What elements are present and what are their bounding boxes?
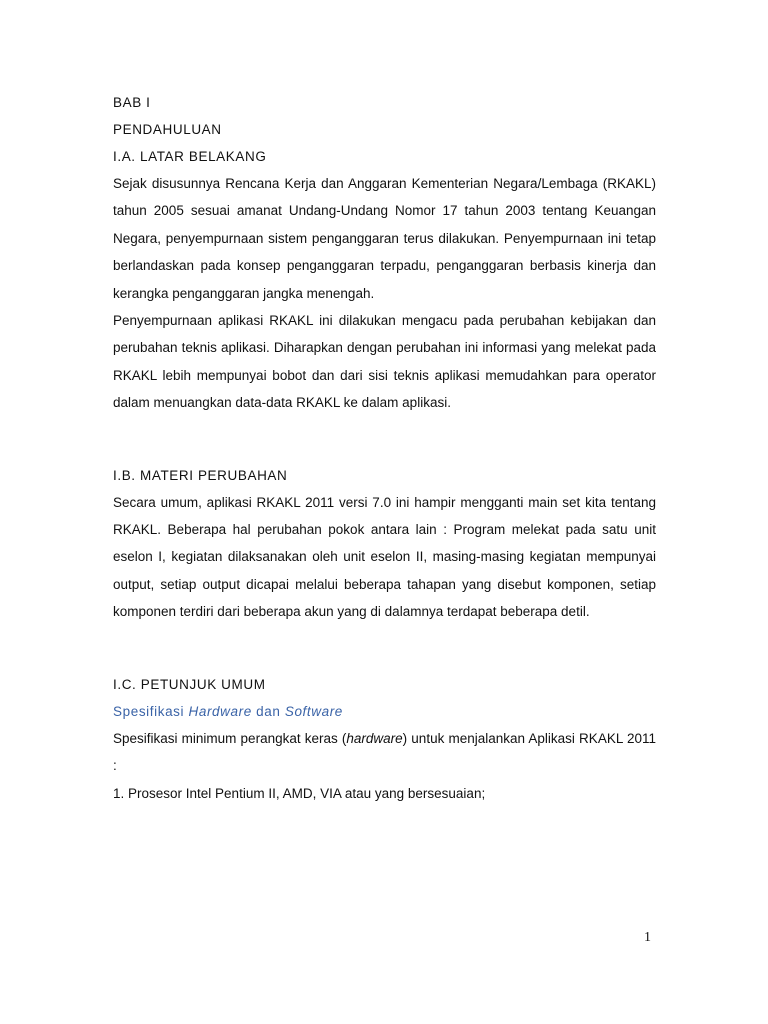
section-spacer bbox=[113, 417, 656, 462]
section-b-paragraph-1: Secara umum, aplikasi RKAKL 2011 versi 7.0 ini hampir mengganti main set kita tentang RKAKL. Beberapa hal perubahan pokok antara lain : Program melekat pada satu unit eselon I, kegiatan dilaksanakan oleh unit eselon II, masing-masing kegiatan mempunyai output, setiap output dicapai melalui beberapa tahapan yang disebut komponen, setiap komponen terdiri dari beberapa akun yang di dalamnya terdapat beberapa detil. bbox=[113, 494, 656, 620]
document-page bbox=[113, 89, 656, 807]
subheading-text-1: Spesifikasi bbox=[113, 703, 189, 719]
section-c-subheading bbox=[113, 698, 656, 725]
section-c-paragraph-1 bbox=[113, 725, 656, 780]
paragraph-text-after: ) untuk menjalankan Aplikasi RKAKL 2011 : bbox=[113, 730, 656, 774]
chapter-number: BAB I bbox=[113, 95, 151, 110]
paragraph-text-before: Spesifikasi minimum perangkat keras ( bbox=[113, 730, 347, 746]
section-a-paragraph-2: Penyempurnaan aplikasi RKAKL ini dilakukan mengacu pada perubahan kebijakan dan perubahan teknis aplikasi. Diharapkan dengan perubahan ini informasi yang melekat pada RKAKL lebih mempunyai bobot dan dari sisi teknis aplikasi memudahkan para operator dalam menuangkan data-data RKAKL ke dalam aplikasi. bbox=[113, 313, 656, 411]
section-b-title: I.B. MATERI PERUBAHAN bbox=[113, 467, 288, 483]
section-a-title: I.A. LATAR BELAKANG bbox=[113, 149, 267, 164]
page-number: 1 bbox=[644, 930, 651, 945]
subheading-hardware: Hardware bbox=[188, 703, 252, 719]
subheading-software: Software bbox=[284, 703, 343, 719]
subheading-text-2: dan bbox=[251, 703, 285, 719]
chapter-title: PENDAHULUAN bbox=[113, 122, 222, 137]
section-c-title: I.C. PETUNJUK UMUM bbox=[113, 676, 266, 692]
list-item: 1. Prosesor Intel Pentium II, AMD, VIA atau yang bersesuaian; bbox=[113, 785, 486, 801]
section-spacer bbox=[113, 626, 656, 671]
section-a-paragraph-1: Sejak disusunnya Rencana Kerja dan Anggaran Kementerian Negara/Lembaga (RKAKL) tahun 2005 sesuai amanat Undang-Undang Nomor 17 tahun 2003 tentang Keuangan Negara, penyempurnaan sistem penganggaran terus dilakukan. Penyempurnaan ini tetap berlandaskan pada konsep penganggaran terpadu, penganggaran berbasis kinerja dan kerangka penganggaran jangka menengah. bbox=[113, 176, 656, 301]
paragraph-hardware-term: hardware bbox=[346, 730, 403, 746]
